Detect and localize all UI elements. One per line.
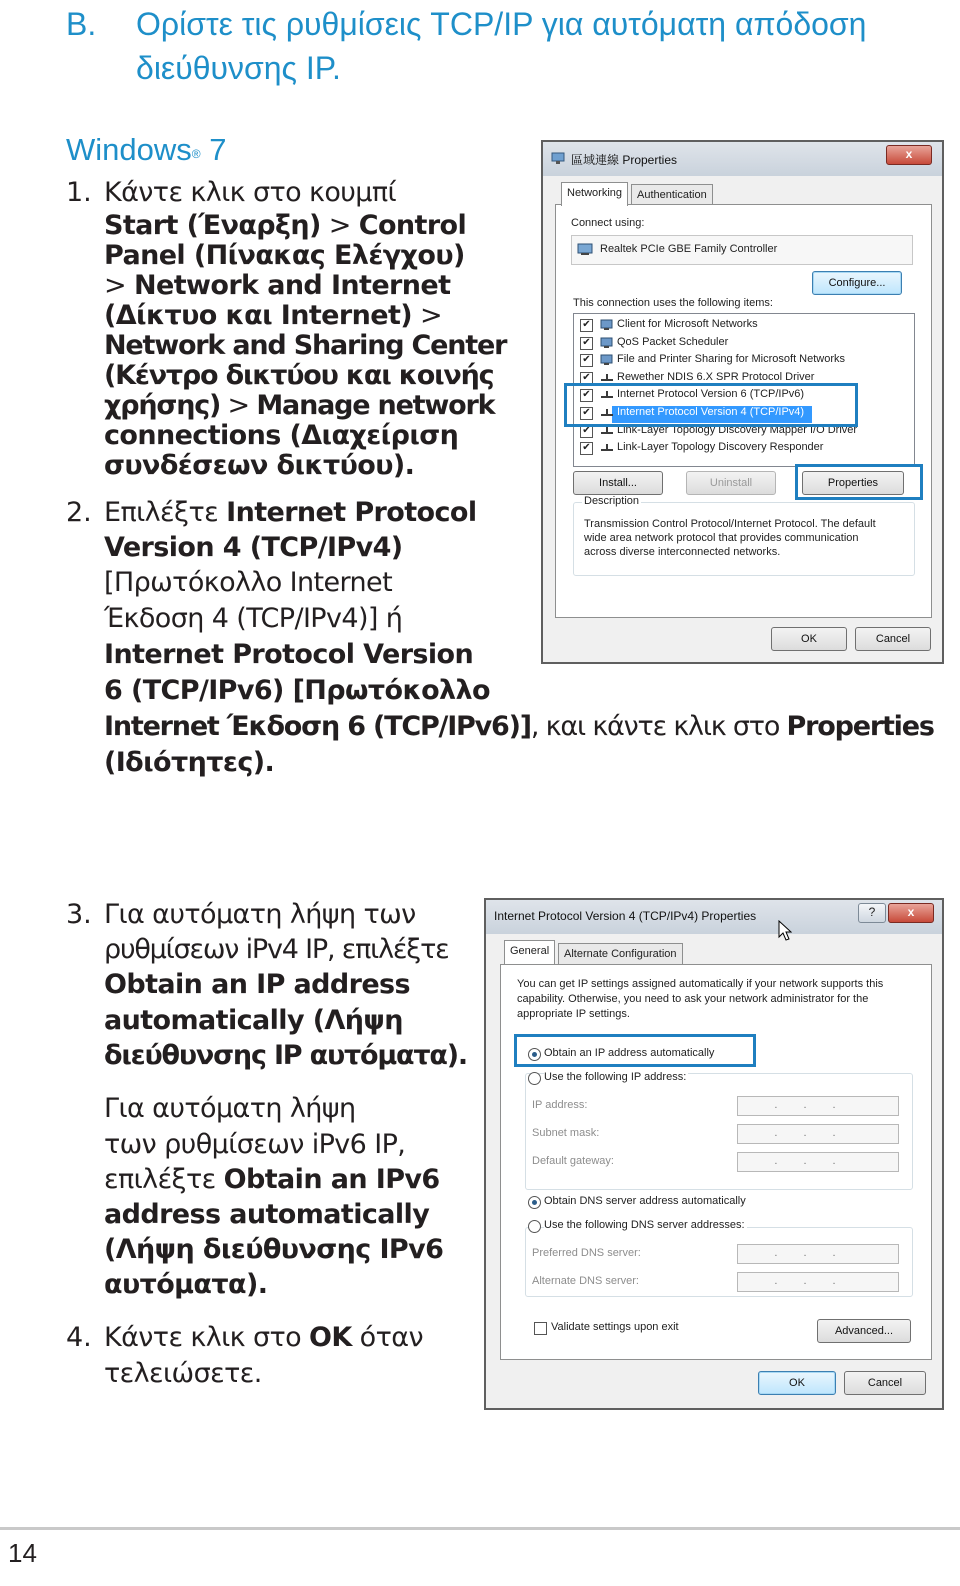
- item-checkbox[interactable]: ✔: [580, 442, 593, 455]
- obtain-ip-label: Obtain an IP address automatically: [544, 1047, 715, 1059]
- ip-address-field[interactable]: ...: [737, 1096, 899, 1116]
- step-text: (Λήψη διεύθυνσης IPv6: [104, 1234, 444, 1265]
- os-name: Windows: [66, 132, 192, 167]
- description-text: Transmission Control Protocol/Internet Protocol. The default wide area network protocol that provides communication across diverse interconnected networks.: [584, 518, 876, 558]
- step-text: Internet Protocol Version: [104, 639, 474, 670]
- alternate-dns-field[interactable]: ...: [737, 1272, 899, 1292]
- intro-text: You can get IP settings assigned automatically if your network supports this capability. Otherwise, you need to ask your network administrator for the appropriate IP settings.: [517, 978, 884, 1020]
- help-button[interactable]: ?: [858, 903, 886, 923]
- protocol-icon: [600, 441, 614, 454]
- tab-authentication[interactable]: Authentication: [631, 184, 713, 205]
- adapter-name: Realtek PCIe GBE Family Controller: [600, 243, 778, 255]
- step-text: address automatically: [104, 1199, 430, 1230]
- step-text: Version 4 (TCP/IPv4): [104, 532, 403, 563]
- cancel-button[interactable]: Cancel: [844, 1371, 926, 1395]
- service-icon: [600, 336, 614, 349]
- step-number: 1.: [66, 177, 92, 208]
- alternate-dns-label: Alternate DNS server:: [532, 1275, 639, 1287]
- subnet-mask-label: Subnet mask:: [532, 1127, 600, 1139]
- item-label[interactable]: Client for Microsoft Networks: [617, 318, 758, 330]
- section-title: Ορίστε τις ρυθμίσεις TCP/IP για αυτόματη απόδοση διεύθυνσης IP.: [136, 6, 867, 86]
- subnet-mask-field[interactable]: ...: [737, 1124, 899, 1144]
- step-text: (Κέντρο δικτύου και κοινής: [104, 360, 494, 391]
- step-text: Κάντε κλικ στο κουμπί: [104, 177, 397, 208]
- close-button[interactable]: x: [886, 145, 932, 165]
- page-number: 14: [8, 1538, 37, 1568]
- step-text: 6 (TCP/IPv6) [Πρωτόκολλο: [104, 675, 490, 706]
- obtain-dns-radio[interactable]: [528, 1196, 541, 1209]
- step-text: Network and Sharing Center: [104, 330, 507, 361]
- obtain-dns-label: Obtain DNS server address automatically: [544, 1195, 746, 1207]
- item-checkbox[interactable]: ✔: [580, 354, 593, 367]
- step-text: Κάντε κλικ στο OK όταν: [104, 1322, 423, 1353]
- tab-general[interactable]: General: [504, 940, 555, 964]
- default-gateway-field[interactable]: ...: [737, 1152, 899, 1172]
- step-text: συνδέσεων δικτύου).: [104, 450, 415, 481]
- ip-address-label: IP address:: [532, 1099, 588, 1111]
- general-panel: [500, 964, 932, 1360]
- step-number: 2.: [66, 497, 92, 528]
- dialog-title: Internet Protocol Version 4 (TCP/IPv4) Properties: [494, 909, 757, 923]
- obtain-ip-highlight-box: [514, 1034, 756, 1067]
- step-text: automatically (Λήψη: [104, 1005, 403, 1036]
- step-text: Panel (Πίνακας Ελέγχου): [104, 240, 465, 271]
- item-label[interactable]: Rewether NDIS 6.X SPR Protocol Driver: [617, 370, 815, 383]
- step-text: (Δίκτυο και Internet) >: [104, 300, 443, 331]
- os-version: 7: [209, 132, 227, 167]
- properties-highlight-box: [795, 464, 923, 500]
- title-bar: [543, 142, 942, 176]
- default-gateway-label: Default gateway:: [532, 1155, 614, 1167]
- description-group: [573, 495, 915, 576]
- step-number: 4.: [66, 1322, 92, 1353]
- ipv4-properties-dialog: [484, 898, 944, 1410]
- registered-mark: ®: [191, 147, 201, 161]
- mouse-cursor-icon: [778, 920, 792, 942]
- protocol-icon: [600, 371, 614, 384]
- step-text: Internet Έκδοση 6 (TCP/IPv6)], και κάντε κλικ στο Properties: [104, 711, 934, 742]
- preferred-dns-field[interactable]: ...: [737, 1244, 899, 1264]
- item-checkbox[interactable]: ✔: [580, 425, 593, 438]
- install-button[interactable]: Install...: [573, 471, 663, 495]
- item-label[interactable]: QoS Packet Scheduler: [617, 335, 729, 348]
- step-text: Για αυτόματη λήψη των: [104, 899, 416, 930]
- use-dns-label: Use the following DNS server addresses:: [544, 1219, 745, 1231]
- step-text: ρυθμίσεων iPv4 IP, επιλέξτε: [104, 934, 449, 965]
- tab-networking[interactable]: Networking: [561, 182, 628, 206]
- validate-checkbox[interactable]: [534, 1322, 547, 1335]
- dialog-title: 區域連線 Properties: [571, 153, 678, 167]
- step-text: Obtain an IP address: [104, 969, 411, 1000]
- step-text: των ρυθμίσεων iPv6 IP,: [104, 1129, 406, 1160]
- item-checkbox[interactable]: ✔: [580, 407, 593, 420]
- network-icon: [551, 151, 565, 165]
- ipv-highlight-box: [564, 383, 858, 427]
- cancel-button[interactable]: Cancel: [855, 627, 931, 651]
- os-heading: [66, 130, 226, 170]
- ok-button[interactable]: OK: [771, 627, 847, 651]
- step-text: επιλέξτε Obtain an IPv6: [104, 1164, 440, 1195]
- close-button[interactable]: x: [888, 903, 934, 923]
- adapter-box: [571, 235, 913, 265]
- item-label[interactable]: File and Printer Sharing for Microsoft Networks: [617, 353, 846, 366]
- step-text: [Πρωτόκολλο Internet: [104, 567, 393, 598]
- step-text: > Network and Internet: [104, 270, 451, 301]
- use-ip-radio[interactable]: [528, 1072, 541, 1085]
- item-label[interactable]: Internet Protocol Version 4 (TCP/IPv4): [617, 406, 805, 418]
- step-text: Επιλέξτε Internet Protocol: [104, 497, 477, 528]
- adapter-icon: [577, 242, 593, 256]
- properties-button[interactable]: Properties: [802, 471, 904, 495]
- preferred-dns-label: Preferred DNS server:: [532, 1247, 641, 1259]
- section-letter: B.: [66, 6, 97, 42]
- step-text: Για αυτόματη λήψη: [104, 1093, 356, 1124]
- item-label[interactable]: Internet Protocol Version 6 (TCP/IPv6): [617, 388, 805, 401]
- step-text: διεύθυνσης IP αυτόματα).: [104, 1040, 467, 1071]
- configure-button[interactable]: Configure...: [812, 271, 902, 295]
- footer-divider: [0, 1527, 960, 1530]
- item-checkbox[interactable]: ✔: [580, 319, 593, 332]
- description-label: Description: [584, 495, 640, 507]
- service-icon: [600, 353, 614, 366]
- step-text: τελειώσετε.: [104, 1358, 262, 1389]
- step-text: connections (Διαχείριση: [104, 420, 459, 451]
- step-text: Έκδοση 4 (TCP/IPv4)] ή: [104, 603, 403, 634]
- items-label: This connection uses the following items:: [573, 297, 773, 309]
- uninstall-button[interactable]: Uninstall: [686, 471, 776, 495]
- validate-label: Validate settings upon exit: [551, 1321, 679, 1333]
- use-dns-radio[interactable]: [528, 1220, 541, 1233]
- item-checkbox[interactable]: ✔: [580, 372, 593, 385]
- step-text: αυτόματα).: [104, 1269, 268, 1300]
- advanced-button[interactable]: Advanced...: [817, 1319, 911, 1343]
- ok-button[interactable]: OK: [758, 1371, 836, 1395]
- item-checkbox[interactable]: ✔: [580, 389, 593, 402]
- use-ip-label: Use the following IP address:: [544, 1071, 687, 1083]
- service-icon: [600, 318, 614, 331]
- connect-using-label: Connect using:: [571, 217, 645, 229]
- item-label[interactable]: Link-Layer Topology Discovery Responder: [617, 441, 824, 454]
- step-text: (Ιδιότητες).: [104, 747, 275, 778]
- step-number: 3.: [66, 899, 92, 930]
- item-label[interactable]: Link-Layer Topology Discovery Mapper I/O Driver: [617, 423, 858, 436]
- title-bar: [486, 900, 942, 934]
- tab-alternate-configuration[interactable]: Alternate Configuration: [558, 943, 683, 964]
- item-checkbox[interactable]: ✔: [580, 337, 593, 350]
- step-text: χρήσης) > Manage network: [104, 390, 495, 421]
- step-text: Start (Έναρξη) > Control: [104, 210, 467, 241]
